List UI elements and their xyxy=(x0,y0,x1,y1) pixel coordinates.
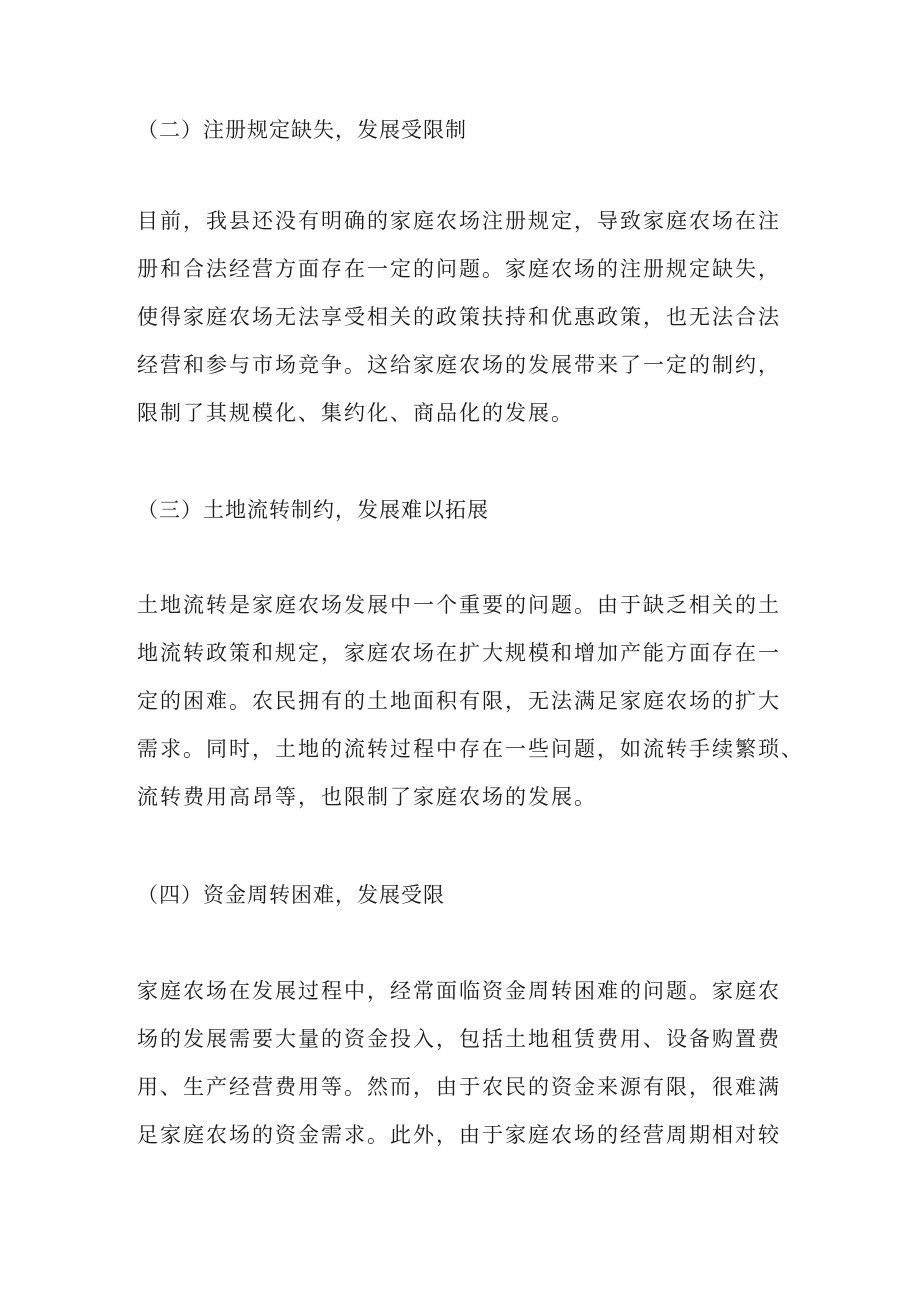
paragraph-line: 需求。同时，土地的流转过程中存在一些问题，如流转手续繁琐、 xyxy=(137,737,804,761)
paragraph-line: 场的发展需要大量的资金投入，包括土地租赁费用、设备购置费 xyxy=(137,1027,781,1051)
paragraph-line: 目前，我县还没有明确的家庭农场注册规定，导致家庭农场在注 xyxy=(137,209,781,233)
section-paragraph-3 xyxy=(137,590,804,830)
section-paragraph-2 xyxy=(137,206,797,446)
paragraph-line: 限制了其规模化、集约化、商品化的发展。 xyxy=(137,401,574,425)
paragraph-line: 足家庭农场的资金需求。此外，由于家庭农场的经营周期相对较 xyxy=(137,1123,781,1147)
paragraph-line: 家庭农场在发展过程中，经常面临资金周转困难的问题。家庭农 xyxy=(137,979,781,1003)
paragraph-line: 使得家庭农场无法享受相关的政策扶持和优惠政策，也无法合法 xyxy=(137,305,781,329)
paragraph-line: 土地流转是家庭农场发展中一个重要的问题。由于缺乏相关的土 xyxy=(137,593,781,617)
section-heading-3: （三）土地流转制约，发展难以拓展 xyxy=(137,498,489,522)
paragraph-line: 册和合法经营方面存在一定的问题。家庭农场的注册规定缺失， xyxy=(137,257,781,281)
paragraph-line: 经营和参与市场竞争。这给家庭农场的发展带来了一定的制约， xyxy=(137,353,781,377)
section-paragraph-4 xyxy=(137,976,797,1168)
paragraph-line: 用、生产经营费用等。然而，由于农民的资金来源有限，很难满 xyxy=(137,1075,781,1099)
section-heading-4: （四）资金周转困难，发展受限 xyxy=(137,883,445,907)
section-heading-2: （二）注册规定缺失，发展受限制 xyxy=(137,118,467,142)
paragraph-line: 地流转政策和规定，家庭农场在扩大规模和增加产能方面存在一 xyxy=(137,641,781,665)
paragraph-line: 定的困难。农民拥有的土地面积有限，无法满足家庭农场的扩大 xyxy=(137,689,781,713)
paragraph-line: 流转费用高昂等，也限制了家庭农场的发展。 xyxy=(137,785,597,809)
